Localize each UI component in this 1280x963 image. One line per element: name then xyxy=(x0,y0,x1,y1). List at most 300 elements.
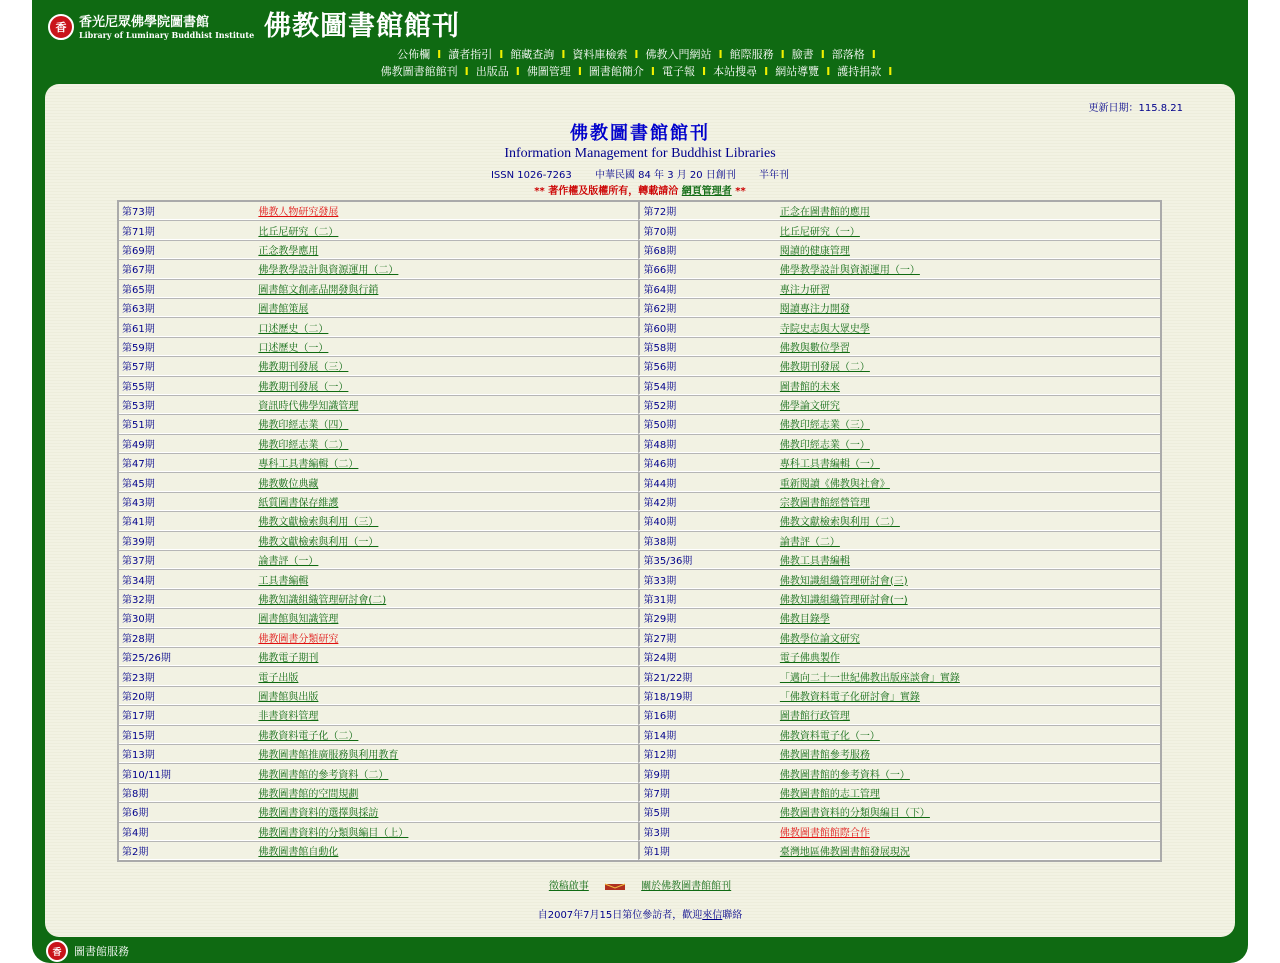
nav-separator: I xyxy=(820,48,825,61)
issue-title-cell xyxy=(777,259,1160,278)
issue-number-cell: 第21/22期 xyxy=(638,666,776,685)
nav-item[interactable]: 佛圖管理 xyxy=(526,65,571,78)
issue-row xyxy=(119,414,1160,433)
issue-number-cell: 第37期 xyxy=(119,550,255,569)
issue-row xyxy=(119,376,1160,395)
issue-title-cell xyxy=(255,666,638,685)
issue-title-cell xyxy=(777,666,1160,685)
issue-number-cell: 第24期 xyxy=(638,647,776,666)
nav-item[interactable]: 部落格 xyxy=(831,48,865,61)
issue-title-cell xyxy=(255,472,638,491)
issue-number-cell: 第30期 xyxy=(119,608,255,627)
issue-title-link[interactable]: 閱讀的健康管理 xyxy=(779,245,850,257)
issue-title-link[interactable]: 比丘尼研究（二） xyxy=(258,226,339,238)
nav-separator: I xyxy=(871,48,876,61)
issue-title-link[interactable]: 佛教資料電子化（二） xyxy=(258,730,359,742)
issue-number-cell: 第59期 xyxy=(119,337,255,356)
issue-number-cell: 第44期 xyxy=(638,472,776,491)
about-journal-link[interactable]: 關於佛教圖書館館刊 xyxy=(641,881,732,892)
issue-title-link[interactable]: 佛教圖書資料的分類與編目（上） xyxy=(258,827,409,839)
issue-title-link[interactable]: 佛教圖書分類研究 xyxy=(258,633,339,645)
issue-title-link[interactable]: 宗教圖書館經營管理 xyxy=(779,498,870,510)
frequency: 半年刊 xyxy=(759,170,790,181)
issue-title-cell xyxy=(777,531,1160,550)
issue-row xyxy=(119,783,1160,802)
issue-title-cell xyxy=(777,686,1160,705)
issue-number-cell: 第10/11期 xyxy=(119,763,255,782)
issue-title-link[interactable]: 重新閱讀《佛教與社會》 xyxy=(779,478,890,490)
issue-title-link[interactable]: 論書評（二） xyxy=(779,536,840,548)
issue-number-cell: 第27期 xyxy=(638,628,776,647)
nav-separator: I xyxy=(464,65,469,78)
issue-title-link[interactable]: 佛教文獻檢索與利用（三） xyxy=(258,517,379,529)
issue-title-cell xyxy=(777,414,1160,433)
issue-title-cell xyxy=(777,647,1160,666)
issue-row xyxy=(119,220,1160,239)
issue-number-cell: 第12期 xyxy=(638,744,776,763)
issue-number-cell: 第25/26期 xyxy=(119,647,255,666)
issue-number-cell: 第17期 xyxy=(119,705,255,724)
issue-number-cell: 第64期 xyxy=(638,279,776,298)
issue-title-link[interactable]: 圖書館的未來 xyxy=(779,381,840,393)
nav-separator: I xyxy=(561,48,566,61)
issue-title-link[interactable]: 佛教圖書館推廣服務與利用教育 xyxy=(258,750,399,762)
issue-row xyxy=(119,395,1160,414)
issue-number-cell: 第45期 xyxy=(119,472,255,491)
issue-title-cell xyxy=(777,589,1160,608)
nav-separator: I xyxy=(702,65,707,78)
nav-separator: I xyxy=(515,65,520,78)
issue-title-link[interactable]: 佛教圖書館的空間規劃 xyxy=(258,788,359,800)
issue-title-cell xyxy=(777,453,1160,472)
issue-title-link[interactable]: 佛教知識組織管理研討會(一) xyxy=(779,595,908,606)
issue-title-link[interactable]: 正念在圖書館的應用 xyxy=(779,207,870,219)
issue-row xyxy=(119,453,1160,472)
nav-item[interactable]: 出版品 xyxy=(475,65,509,78)
issue-title-cell xyxy=(777,705,1160,724)
issue-title-cell xyxy=(777,550,1160,569)
page-title: 佛教圖書館館刊 xyxy=(570,123,710,144)
issue-title-cell xyxy=(255,802,638,821)
issue-title-cell xyxy=(777,841,1160,860)
issue-title-cell xyxy=(777,822,1160,841)
updated-date: 更新日期：115.8.21 xyxy=(1088,103,1183,114)
issue-number-cell: 第63期 xyxy=(119,298,255,317)
issue-title-cell xyxy=(255,337,638,356)
issue-number-cell: 第28期 xyxy=(119,628,255,647)
issue-title-cell xyxy=(255,395,638,414)
issue-row xyxy=(119,279,1160,298)
issue-title-link[interactable]: 圖書館策展 xyxy=(258,304,309,316)
issue-title-cell xyxy=(255,569,638,588)
issue-title-cell xyxy=(255,589,638,608)
issue-title-cell xyxy=(777,628,1160,647)
issue-title-link[interactable]: 佛教印經志業（三） xyxy=(779,420,870,432)
issue-number-cell: 第48期 xyxy=(638,434,776,453)
issue-row xyxy=(119,763,1160,782)
issue-title-cell xyxy=(255,608,638,627)
issue-title-cell xyxy=(255,220,638,239)
issue-number-cell: 第7期 xyxy=(638,783,776,802)
mail-icon[interactable] xyxy=(604,882,626,891)
issue-number-cell: 第32期 xyxy=(119,589,255,608)
issue-number-cell: 第35/36期 xyxy=(638,550,776,569)
issue-title-link[interactable]: 圖書館與出版 xyxy=(258,691,319,703)
issue-title-link[interactable]: 專科工具書編輯（二） xyxy=(258,459,359,471)
issue-row xyxy=(119,589,1160,608)
nav-separator: I xyxy=(634,48,639,61)
library-logo[interactable] xyxy=(48,14,254,40)
issue-title-cell xyxy=(255,492,638,511)
issue-number-cell: 第65期 xyxy=(119,279,255,298)
bottom-links xyxy=(45,877,1235,892)
issue-title-link[interactable]: 佛教文獻檢索與利用（二） xyxy=(779,517,900,529)
issue-row xyxy=(119,511,1160,530)
issue-row xyxy=(119,317,1160,336)
issue-title-link[interactable]: 電子出版 xyxy=(258,672,299,684)
issue-row xyxy=(119,259,1160,278)
issue-title-link[interactable]: 佛教人物研究發展 xyxy=(258,207,339,219)
issue-number-cell: 第3期 xyxy=(638,822,776,841)
issue-title-cell xyxy=(777,298,1160,317)
issue-title-link[interactable]: 「佛教資料電子化研討會」實錄 xyxy=(779,691,920,703)
footer xyxy=(46,940,129,962)
issue-row xyxy=(119,550,1160,569)
issue-number-cell: 第40期 xyxy=(638,511,776,530)
issue-title-link[interactable]: 佛教印經志業（四） xyxy=(258,420,349,432)
issue-title-cell xyxy=(255,434,638,453)
issue-number-cell: 第47期 xyxy=(119,453,255,472)
issue-title-cell xyxy=(777,317,1160,336)
issue-title-link[interactable]: 紙質圖書保存維護 xyxy=(258,498,339,510)
visitor-text: 自2007年7月15日第位參訪者，歡迎 xyxy=(537,910,703,921)
copyright-notice xyxy=(45,182,1235,197)
issue-row xyxy=(119,569,1160,588)
issue-number-cell: 第4期 xyxy=(119,822,255,841)
issue-number-cell: 第20期 xyxy=(119,686,255,705)
issue-title-cell xyxy=(777,220,1160,239)
page-subtitle: Information Management for Buddhist Libraries xyxy=(504,146,776,161)
issue-title-cell xyxy=(777,511,1160,530)
library-services-link[interactable]: 圖書館服務 xyxy=(74,945,129,958)
issue-number-cell: 第67期 xyxy=(119,259,255,278)
issue-title-cell xyxy=(777,434,1160,453)
issue-title-link[interactable]: 電子佛典製作 xyxy=(779,653,840,665)
nav-item[interactable]: 護持捐款 xyxy=(837,65,882,78)
issue-title-link[interactable]: 非書資料管理 xyxy=(258,711,319,723)
issue-title-link[interactable]: 佛教與數位學習 xyxy=(779,342,850,354)
nav-separator: I xyxy=(826,65,831,78)
issue-title-link[interactable]: 圖書館行政管理 xyxy=(779,711,850,723)
issue-title-link[interactable]: 佛教圖書資料的選擇與採訪 xyxy=(258,808,379,820)
issue-number-cell: 第56期 xyxy=(638,356,776,375)
issue-row xyxy=(119,666,1160,685)
issue-title-cell xyxy=(777,472,1160,491)
visitor-suffix: 聯絡 xyxy=(722,910,743,921)
issue-number-cell: 第33期 xyxy=(638,569,776,588)
issue-title-cell xyxy=(255,763,638,782)
issue-number-cell: 第54期 xyxy=(638,376,776,395)
issue-row xyxy=(119,822,1160,841)
nav-separator: I xyxy=(577,65,582,78)
issue-row xyxy=(119,337,1160,356)
issue-title-link[interactable]: 口述歷史（二） xyxy=(258,323,329,335)
issue-title-link[interactable]: 資訊時代佛學知識管理 xyxy=(258,401,359,413)
issue-number-cell: 第71期 xyxy=(119,220,255,239)
issue-title-link[interactable]: 佛教圖書館館際合作 xyxy=(779,827,870,839)
issue-title-cell xyxy=(255,822,638,841)
nav-separator: I xyxy=(650,65,655,78)
issue-title-cell xyxy=(777,279,1160,298)
nav-separator: I xyxy=(888,65,893,78)
issue-number-cell: 第38期 xyxy=(638,531,776,550)
issue-row xyxy=(119,744,1160,763)
issue-title-link[interactable]: 佛教期刊發展（三） xyxy=(258,362,349,374)
issue-title-cell xyxy=(777,802,1160,821)
issue-title-link[interactable]: 佛教期刊發展（二） xyxy=(779,362,870,374)
issue-number-cell: 第66期 xyxy=(638,259,776,278)
issue-number-cell: 第58期 xyxy=(638,337,776,356)
issue-title-cell xyxy=(255,202,638,220)
issue-title-cell xyxy=(255,686,638,705)
issue-title-cell xyxy=(777,569,1160,588)
issue-row xyxy=(119,492,1160,511)
issue-row xyxy=(119,628,1160,647)
issue-title-link[interactable]: 工具書編輯 xyxy=(258,575,309,587)
issue-title-link[interactable]: 正念教學應用 xyxy=(258,245,319,257)
issue-title-link[interactable]: 佛教圖書館的參考資料（二） xyxy=(258,769,389,781)
issue-row xyxy=(119,472,1160,491)
issue-number-cell: 第34期 xyxy=(119,569,255,588)
nav-separator: I xyxy=(780,48,785,61)
issue-row xyxy=(119,202,1160,220)
nav-item[interactable]: 本站搜尋 xyxy=(713,65,758,78)
issue-row xyxy=(119,298,1160,317)
call-for-papers-link[interactable]: 徵稿啟事 xyxy=(548,881,589,892)
issue-title-cell xyxy=(255,511,638,530)
issue-title-link[interactable]: 佛教圖書館自動化 xyxy=(258,847,339,859)
issue-title-cell xyxy=(777,744,1160,763)
issue-title-link[interactable]: 專注力研習 xyxy=(779,284,830,296)
visitor-counter xyxy=(45,906,1235,921)
copyright-suffix: ** xyxy=(735,186,746,197)
issue-row xyxy=(119,686,1160,705)
issue-number-cell: 第42期 xyxy=(638,492,776,511)
issue-number-cell: 第41期 xyxy=(119,511,255,530)
issue-title-link[interactable]: 佛學教學設計與資源運用（二） xyxy=(258,265,399,277)
issue-number-cell: 第61期 xyxy=(119,317,255,336)
issue-title-link[interactable]: 閱讀專注力開發 xyxy=(779,304,850,316)
issue-number-cell: 第62期 xyxy=(638,298,776,317)
issue-title-cell xyxy=(777,356,1160,375)
nav-item[interactable]: 電子報 xyxy=(662,65,695,78)
library-name-en: Library of Luminary Buddhist Institute xyxy=(79,29,255,40)
issue-number-cell: 第68期 xyxy=(638,240,776,259)
issue-title-cell xyxy=(777,240,1160,259)
issue-title-link[interactable]: 佛教資料電子化（一） xyxy=(779,730,880,742)
issue-title-link[interactable]: 佛教目錄學 xyxy=(779,614,830,626)
issue-number-cell: 第50期 xyxy=(638,414,776,433)
issue-title-cell xyxy=(255,705,638,724)
main-nav-row-1 xyxy=(0,46,1280,62)
main-nav-row-2 xyxy=(0,63,1280,79)
nav-item[interactable]: 公佈欄 xyxy=(397,48,431,61)
issue-title-cell xyxy=(255,783,638,802)
issue-number-cell: 第14期 xyxy=(638,725,776,744)
issue-title-cell xyxy=(255,628,638,647)
issue-title-link[interactable]: 「邁向二十一世紀佛教出版座談會」實錄 xyxy=(779,672,960,684)
issue-number-cell: 第16期 xyxy=(638,705,776,724)
issue-title-link[interactable]: 佛教數位典藏 xyxy=(258,478,319,490)
copyright-text: ** 著作權及版權所有，轉載請洽 xyxy=(534,186,679,197)
issue-title-link[interactable]: 佛教印經志業（二） xyxy=(258,439,349,451)
nav-item[interactable]: 網站導覽 xyxy=(775,65,820,78)
issue-title-cell xyxy=(777,395,1160,414)
journal-info xyxy=(45,166,1235,181)
issue-title-cell xyxy=(777,783,1160,802)
issue-title-link[interactable]: 寺院史志與大眾史學 xyxy=(779,323,870,335)
issue-title-link[interactable]: 臺灣地區佛教圖書館發展現況 xyxy=(779,847,910,859)
issue-number-cell: 第57期 xyxy=(119,356,255,375)
issue-row xyxy=(119,647,1160,666)
issue-title-cell xyxy=(255,453,638,472)
issue-title-cell xyxy=(777,202,1160,220)
nav-separator: I xyxy=(437,48,442,61)
issue-title-cell xyxy=(255,531,638,550)
issue-title-link[interactable]: 佛學論文研究 xyxy=(779,401,840,413)
nav-item[interactable]: 佛教圖書館館刊 xyxy=(380,65,458,78)
issue-number-cell: 第55期 xyxy=(119,376,255,395)
issue-title-link[interactable]: 圖書館文創產品開發與行銷 xyxy=(258,284,379,296)
issue-row xyxy=(119,240,1160,259)
issue-title-cell xyxy=(255,240,638,259)
issue-title-cell xyxy=(255,356,638,375)
issue-number-cell: 第43期 xyxy=(119,492,255,511)
issue-number-cell: 第73期 xyxy=(119,202,255,220)
issue-row xyxy=(119,725,1160,744)
site-title: 佛教圖書館館刊 xyxy=(264,11,460,42)
issue-title-link[interactable]: 佛教圖書館的參考資料（一） xyxy=(779,769,910,781)
issue-title-cell xyxy=(255,259,638,278)
nav-item[interactable]: 資料庫檢索 xyxy=(572,48,628,61)
issue-number-cell: 第49期 xyxy=(119,434,255,453)
nav-item[interactable]: 館藏查詢 xyxy=(510,48,555,61)
issue-title-cell xyxy=(255,647,638,666)
issue-title-cell xyxy=(777,763,1160,782)
issue-row xyxy=(119,356,1160,375)
webmaster-link[interactable]: 網頁管理者 xyxy=(681,186,732,197)
issue-row xyxy=(119,434,1160,453)
issue-number-cell: 第31期 xyxy=(638,589,776,608)
issue-title-link[interactable]: 佛學教學設計與資源運用（一） xyxy=(779,265,920,277)
issue-title-link[interactable]: 圖書館與知識管理 xyxy=(258,614,339,626)
issue-number-cell: 第18/19期 xyxy=(638,686,776,705)
issues-table xyxy=(117,200,1162,862)
issue-number-cell: 第23期 xyxy=(119,666,255,685)
issue-number-cell: 第29期 xyxy=(638,608,776,627)
library-name-cn: 香光尼眾佛學院圖書館 xyxy=(79,14,210,30)
nav-separator: I xyxy=(718,48,723,61)
issue-title-link[interactable]: 佛教圖書館的志工管理 xyxy=(779,788,880,800)
issue-title-link[interactable]: 口述歷史（一） xyxy=(258,342,329,354)
issue-number-cell: 第9期 xyxy=(638,763,776,782)
issue-title-link[interactable]: 佛教圖書資料的分類與編目（下） xyxy=(779,808,930,820)
issue-title-link[interactable]: 佛教印經志業（一） xyxy=(779,439,870,451)
issue-title-cell xyxy=(255,376,638,395)
issue-title-cell xyxy=(777,376,1160,395)
nav-item[interactable]: 臉書 xyxy=(791,48,814,61)
issue-number-cell: 第13期 xyxy=(119,744,255,763)
issue-row xyxy=(119,841,1160,860)
issue-number-cell: 第60期 xyxy=(638,317,776,336)
issue-number-cell: 第39期 xyxy=(119,531,255,550)
issue-number-cell: 第8期 xyxy=(119,783,255,802)
library-logo-icon: 香 xyxy=(48,14,74,40)
issue-title-cell xyxy=(777,608,1160,627)
issue-title-cell xyxy=(255,744,638,763)
issue-title-cell xyxy=(255,298,638,317)
issue-number-cell: 第53期 xyxy=(119,395,255,414)
issue-title-link[interactable]: 佛教電子期刊 xyxy=(258,653,319,665)
issue-number-cell: 第5期 xyxy=(638,802,776,821)
issue-title-link[interactable]: 佛教知識組織管理研討會(二) xyxy=(258,595,387,606)
issue-number-cell: 第72期 xyxy=(638,202,776,220)
issue-title-link[interactable]: 佛教文獻檢索與利用（一） xyxy=(258,536,379,548)
issn: ISSN 1026-7263 xyxy=(490,170,572,181)
issue-row xyxy=(119,802,1160,821)
issue-number-cell: 第1期 xyxy=(638,841,776,860)
issue-number-cell: 第15期 xyxy=(119,725,255,744)
issue-title-cell xyxy=(255,414,638,433)
issue-title-cell xyxy=(255,725,638,744)
issue-title-link[interactable]: 比丘尼研究（一） xyxy=(779,226,860,238)
issue-title-cell xyxy=(255,550,638,569)
nav-separator: I xyxy=(499,48,504,61)
issue-number-cell: 第51期 xyxy=(119,414,255,433)
issue-title-cell xyxy=(255,279,638,298)
founded-date: 中華民國 84 年 3 月 20 日創刊 xyxy=(594,170,736,181)
issue-title-link[interactable]: 佛教學位論文研究 xyxy=(779,633,860,645)
footer-logo-icon: 香 xyxy=(46,940,68,962)
content-panel xyxy=(45,84,1235,937)
issue-title-link[interactable]: 專科工具書編輯（一） xyxy=(779,459,880,471)
contact-link[interactable]: 來信 xyxy=(702,910,723,921)
issue-title-link[interactable]: 佛教圖書館參考服務 xyxy=(779,750,870,762)
issue-title-cell xyxy=(255,841,638,860)
issue-title-cell xyxy=(777,492,1160,511)
issue-title-link[interactable]: 佛教知識組織管理研討會(三) xyxy=(779,575,908,587)
issue-title-cell xyxy=(255,317,638,336)
issue-title-cell xyxy=(777,337,1160,356)
nav-item[interactable]: 佛教入門網站 xyxy=(645,48,712,61)
issue-number-cell: 第6期 xyxy=(119,802,255,821)
issue-number-cell: 第2期 xyxy=(119,841,255,860)
issue-number-cell: 第69期 xyxy=(119,240,255,259)
issue-title-link[interactable]: 佛教工具書編輯 xyxy=(779,556,850,568)
issue-row xyxy=(119,705,1160,724)
nav-separator: I xyxy=(764,65,769,78)
issue-row xyxy=(119,608,1160,627)
nav-item[interactable]: 圖書館簡介 xyxy=(588,65,644,78)
issue-number-cell: 第46期 xyxy=(638,453,776,472)
nav-item[interactable]: 讀者指引 xyxy=(448,48,493,61)
issue-number-cell: 第70期 xyxy=(638,220,776,239)
issue-title-cell xyxy=(777,725,1160,744)
issue-title-link[interactable]: 佛教期刊發展（一） xyxy=(258,381,349,393)
nav-item[interactable]: 館際服務 xyxy=(729,48,774,61)
issue-title-link[interactable]: 論書評（一） xyxy=(258,556,319,568)
issue-row xyxy=(119,531,1160,550)
